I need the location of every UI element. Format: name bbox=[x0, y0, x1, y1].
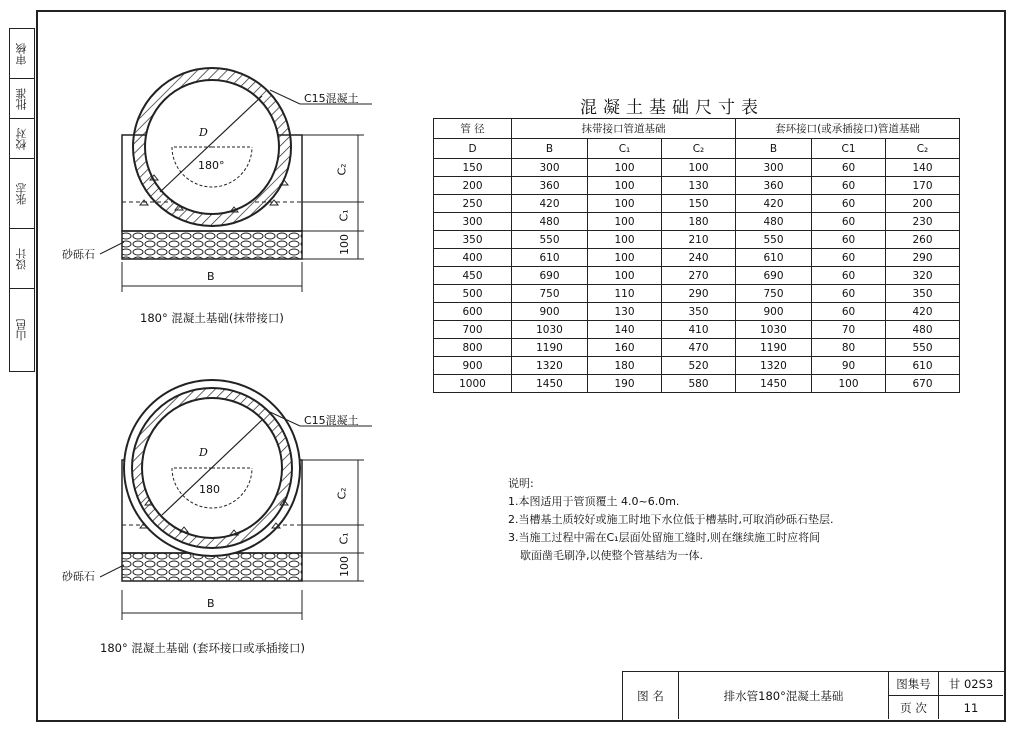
table-cell: 70 bbox=[812, 321, 886, 339]
sidebar-cell-signature-1: 张志 bbox=[10, 159, 34, 229]
table-cell: 200 bbox=[434, 177, 512, 195]
table-cell: 100 bbox=[588, 267, 662, 285]
table-cell: 60 bbox=[812, 231, 886, 249]
page-number-value: 11 bbox=[963, 700, 979, 715]
column-header: C1 bbox=[812, 139, 886, 159]
bottom-diameter-label: D bbox=[199, 446, 208, 459]
table-cell: 140 bbox=[588, 321, 662, 339]
table-cell: 690 bbox=[512, 267, 588, 285]
table-row bbox=[434, 249, 960, 267]
table-cell: 400 bbox=[434, 249, 512, 267]
table-cell: 230 bbox=[886, 213, 960, 231]
table-cell: 550 bbox=[512, 231, 588, 249]
table-cell: 350 bbox=[434, 231, 512, 249]
table-cell: 180 bbox=[662, 213, 736, 231]
bottom-c2-label: C₂ bbox=[335, 487, 349, 500]
table-cell: 700 bbox=[434, 321, 512, 339]
table-cell: 1190 bbox=[512, 339, 588, 357]
table-cell: 610 bbox=[736, 249, 812, 267]
top-angle-label: 180° bbox=[198, 159, 225, 172]
group-header-collar-joint: 套环接口(或承插接口)管道基础 bbox=[736, 119, 960, 139]
table-cell: 110 bbox=[588, 285, 662, 303]
table-cell: 270 bbox=[662, 267, 736, 285]
table-row bbox=[434, 195, 960, 213]
table-cell: 90 bbox=[812, 357, 886, 375]
table-cell: 250 bbox=[434, 195, 512, 213]
column-header: B bbox=[512, 139, 588, 159]
table-cell: 300 bbox=[512, 159, 588, 177]
table-cell: 610 bbox=[512, 249, 588, 267]
table-cell: 290 bbox=[662, 285, 736, 303]
bottom-angle-label: 180 bbox=[199, 483, 220, 496]
table-row bbox=[434, 177, 960, 195]
table-cell: 600 bbox=[434, 303, 512, 321]
top-gravel-label: 砂砾石 bbox=[62, 248, 95, 261]
table-row bbox=[434, 231, 960, 249]
table-cell: 690 bbox=[736, 267, 812, 285]
table-cell: 350 bbox=[662, 303, 736, 321]
table-cell: 1320 bbox=[736, 357, 812, 375]
top-c2-label: C₂ bbox=[335, 163, 349, 176]
atlas-number-label: 图集号 bbox=[889, 672, 939, 696]
table-cell: 240 bbox=[662, 249, 736, 267]
table-cell: 1450 bbox=[736, 375, 812, 393]
table-column-header-row bbox=[434, 139, 960, 159]
table-cell: 300 bbox=[434, 213, 512, 231]
table-cell: 100 bbox=[588, 159, 662, 177]
table-row bbox=[434, 339, 960, 357]
table-cell: 750 bbox=[736, 285, 812, 303]
group-header-diameter: 管 径 bbox=[434, 119, 512, 139]
table-cell: 60 bbox=[812, 213, 886, 231]
table-cell: 580 bbox=[662, 375, 736, 393]
note-item: 3.当施工过程中需在C₁层面处留施工缝时,则在继续施工时应将间 bbox=[508, 531, 821, 544]
table-cell: 410 bbox=[662, 321, 736, 339]
table-row bbox=[434, 159, 960, 177]
table-cell: 130 bbox=[588, 303, 662, 321]
table-cell: 100 bbox=[588, 249, 662, 267]
column-header: C₂ bbox=[662, 139, 736, 159]
table-cell: 80 bbox=[812, 339, 886, 357]
table-row bbox=[434, 375, 960, 393]
table-cell: 60 bbox=[812, 267, 886, 285]
table-cell: 320 bbox=[886, 267, 960, 285]
table-cell: 480 bbox=[736, 213, 812, 231]
sidebar-cell-review: 审核 bbox=[10, 29, 34, 79]
table-cell: 360 bbox=[736, 177, 812, 195]
table-cell: 60 bbox=[812, 177, 886, 195]
note-item: 歇面凿毛刷净,以使整个管基结为一体. bbox=[520, 549, 703, 562]
table-cell: 550 bbox=[886, 339, 960, 357]
table-cell: 60 bbox=[812, 249, 886, 267]
column-header: B bbox=[736, 139, 812, 159]
table-cell: 480 bbox=[886, 321, 960, 339]
table-cell: 100 bbox=[588, 177, 662, 195]
table-cell: 130 bbox=[662, 177, 736, 195]
table-cell: 1450 bbox=[512, 375, 588, 393]
table-cell: 60 bbox=[812, 195, 886, 213]
table-cell: 1030 bbox=[512, 321, 588, 339]
table-cell: 300 bbox=[736, 159, 812, 177]
table-cell: 100 bbox=[588, 213, 662, 231]
top-b-label: B bbox=[207, 270, 215, 283]
table-cell: 210 bbox=[662, 231, 736, 249]
table-cell: 420 bbox=[512, 195, 588, 213]
table-cell: 140 bbox=[886, 159, 960, 177]
table-cell: 60 bbox=[812, 159, 886, 177]
table-cell: 60 bbox=[812, 303, 886, 321]
notes-heading: 说明: bbox=[508, 477, 534, 490]
table-cell: 100 bbox=[662, 159, 736, 177]
table-row bbox=[434, 213, 960, 231]
table-cell: 1000 bbox=[434, 375, 512, 393]
bottom-drawing-caption: 180° 混凝土基础 (套环接口或承插接口) bbox=[100, 641, 305, 655]
column-header: C₂ bbox=[886, 139, 960, 159]
table-cell: 480 bbox=[512, 213, 588, 231]
table-cell: 150 bbox=[662, 195, 736, 213]
table-cell: 290 bbox=[886, 249, 960, 267]
top-drawing-caption: 180° 混凝土基础(抹带接口) bbox=[140, 311, 284, 325]
table-row bbox=[434, 303, 960, 321]
drawing-name-label: 图 名 bbox=[623, 672, 679, 719]
sidebar-cell-design: 设计 bbox=[10, 229, 34, 289]
group-header-band-joint: 抹带接口管道基础 bbox=[512, 119, 736, 139]
table-cell: 260 bbox=[886, 231, 960, 249]
table-body bbox=[434, 159, 960, 393]
bottom-c15-label: C15混凝土 bbox=[304, 414, 359, 427]
table-cell: 470 bbox=[662, 339, 736, 357]
note-item: 1.本图适用于管顶覆土 4.0~6.0m. bbox=[508, 495, 680, 508]
table-cell: 170 bbox=[886, 177, 960, 195]
table-cell: 500 bbox=[434, 285, 512, 303]
bottom-gravel-label: 砂砾石 bbox=[62, 570, 95, 583]
bottom-c1-label: C₁ bbox=[337, 532, 351, 545]
table-cell: 450 bbox=[434, 267, 512, 285]
table-row bbox=[434, 321, 960, 339]
table-cell: 800 bbox=[434, 339, 512, 357]
table-cell: 100 bbox=[588, 195, 662, 213]
table-cell: 420 bbox=[736, 195, 812, 213]
sidebar-cell-approve: 批准 bbox=[10, 79, 34, 119]
table-cell: 100 bbox=[588, 231, 662, 249]
top-c1-label: C₁ bbox=[337, 209, 351, 222]
table-cell: 550 bbox=[736, 231, 812, 249]
column-header: D bbox=[434, 139, 512, 159]
table-cell: 200 bbox=[886, 195, 960, 213]
top-c15-label: C15混凝土 bbox=[304, 92, 359, 105]
table-cell: 160 bbox=[588, 339, 662, 357]
page-number-label: 页 次 bbox=[889, 696, 939, 719]
bottom-b-label: B bbox=[207, 597, 215, 610]
sidebar-cell-signature-2: 山邑 bbox=[15, 319, 28, 341]
table-cell: 900 bbox=[434, 357, 512, 375]
table-cell: 1320 bbox=[512, 357, 588, 375]
top-100-label: 100 bbox=[338, 234, 351, 255]
table-row bbox=[434, 357, 960, 375]
title-block bbox=[622, 671, 1004, 720]
top-diameter-label: D bbox=[199, 126, 208, 139]
table-cell: 60 bbox=[812, 285, 886, 303]
atlas-number-value: 甘 02S3 bbox=[939, 672, 1003, 696]
table-cell: 100 bbox=[812, 375, 886, 393]
table-title: 混凝土基础尺寸表 bbox=[580, 98, 764, 118]
table-row bbox=[434, 267, 960, 285]
bottom-100-label: 100 bbox=[338, 556, 351, 577]
column-header: C₁ bbox=[588, 139, 662, 159]
table-cell: 520 bbox=[662, 357, 736, 375]
table-cell: 150 bbox=[434, 159, 512, 177]
table-cell: 900 bbox=[736, 303, 812, 321]
note-item: 2.当槽基土质较好或施工时地下水位低于槽基时,可取消砂砾石垫层. bbox=[508, 513, 834, 526]
sidebar-cell-check: 校对 bbox=[10, 119, 34, 159]
table-row bbox=[434, 285, 960, 303]
table-cell: 180 bbox=[588, 357, 662, 375]
table-cell: 360 bbox=[512, 177, 588, 195]
table-cell: 610 bbox=[886, 357, 960, 375]
table-cell: 900 bbox=[512, 303, 588, 321]
table-cell: 190 bbox=[588, 375, 662, 393]
table-cell: 1190 bbox=[736, 339, 812, 357]
table-cell: 350 bbox=[886, 285, 960, 303]
table-cell: 750 bbox=[512, 285, 588, 303]
notes bbox=[508, 475, 834, 565]
table-cell: 670 bbox=[886, 375, 960, 393]
drawing-name-value: 排水管180°混凝土基础 bbox=[679, 672, 889, 719]
table-cell: 1030 bbox=[736, 321, 812, 339]
table-group-header-row bbox=[434, 119, 960, 139]
table-cell: 420 bbox=[886, 303, 960, 321]
dimension-table bbox=[433, 118, 960, 393]
